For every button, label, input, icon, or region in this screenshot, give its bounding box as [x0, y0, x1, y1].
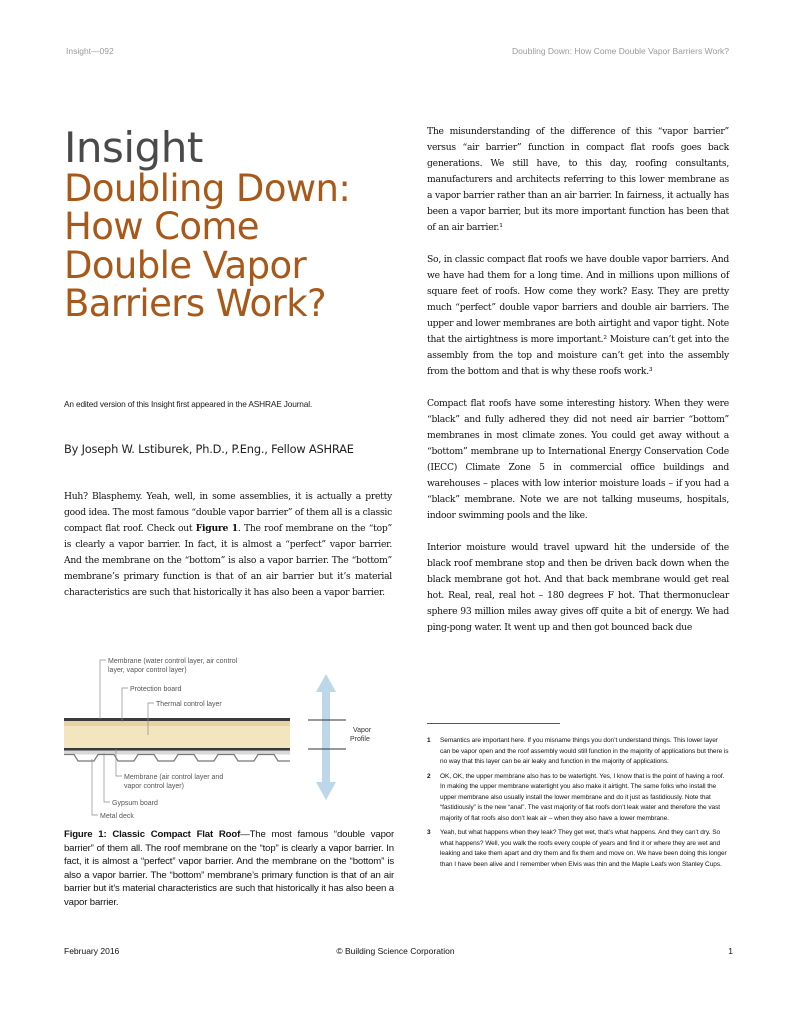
footer-copyright: © Building Science Corporation [336, 946, 455, 956]
paragraph-2: The misunderstanding of the difference of this “vapor barrier” versus “air barrier” function in compact flat roofs goes back generations. We still have, to this day, roofing consultants, manufacturers and architects referring to this lower membrane as a vapor barrier rather than an air barrier. In fairness, it actually has been a vapor barrier, but its more important function has been that of an air barrier.¹ [427, 126, 729, 233]
top-membrane-layer [64, 718, 290, 721]
footnote-number: 3 [427, 829, 431, 836]
figure-1-caption [64, 828, 394, 909]
paragraph-4: Compact flat roofs have some interesting history. When they were “black” and fully adhered they did not need air barrier “bottom” membranes in most climate zones. You could get away without a “bottom” membrane up to International Energy Conservation Code (IECC) Climate Zone 5 in commercial office buildings and warehouses – places with low interior moisture loads – if you had a “black” membrane. Note we are not talking museums, hospitals, indoor swimming pools and the like. [427, 398, 729, 521]
footnote-rule [427, 723, 560, 724]
series-title: Insight [64, 123, 203, 172]
vapor-profile-arrow [308, 674, 346, 800]
opening-text-2: . The roof membrane on the “top” is clearly a vapor barrier. In fact, it is almost a “perfect” vapor barrier. And the membrane on the “bottom” is also a vapor barrier. The “bottom” membrane’s primary function is that of an air barrier but it’s material characteristics are such that historically it has also been a vapor barrier. [64, 523, 392, 598]
footer-date: February 2016 [64, 946, 120, 956]
label-gypsum-board: Gypsum board [112, 800, 158, 807]
bottom-membrane-layer [64, 748, 290, 751]
intro-note: An edited version of this Insight first appeared in the ASHRAE Journal. [64, 399, 313, 409]
caption-text: —The most famous “double vapor barrier” of them all. The roof membrane on the “top” is clearly a vapor barrier. In fact, it is almost a “perfect” vapor barrier. And the membrane on the “bottom” is also a vapor barrier. The “bottom” membrane’s primary function is that of an air barrier but it’s material characteristics are such that historically it has also been a vapor barrier. [64, 829, 394, 908]
footnotes [427, 736, 729, 874]
protection-board-layer [64, 721, 290, 726]
running-header-right: Doubling Down: How Come Double Vapor Barriers Work? [512, 46, 729, 56]
footnote-item [427, 736, 729, 768]
label-protection-board: Protection board [130, 686, 182, 693]
title-line-3: Double Vapor [64, 243, 307, 287]
footnote-text: Yeah, but what happens when they leak? They get wet, that’s what happens. And they can’t dry. So what happens? Well, you walk the roofs every couple of years and find it or where they are wet and leaking and take them apart and dry them and fix them and move on. We have been doing this longer than I have been alive and I remember when Elvis was thin and the Maple Leafs won Stanley Cups. [440, 829, 727, 868]
title-line-2: How Come [64, 205, 259, 249]
label-bottom-membrane-2: vapor control layer) [124, 783, 184, 790]
title-line-4: Barriers Work? [64, 282, 327, 326]
author-byline: By Joseph W. Lstiburek, Ph.D., P.Eng., Fellow ASHRAE [64, 442, 354, 456]
figure-1-diagram [64, 650, 394, 822]
thermal-control-layer [64, 726, 290, 748]
footnote-number: 1 [427, 737, 431, 744]
right-column [427, 124, 729, 652]
opening-paragraph [64, 489, 392, 617]
paragraph-3: So, in classic compact flat roofs we have double vapor barriers. And we have had them for a long time. And in millions upon millions of square feet of roofs. How come they work? Easy. They are pretty much “perfect” double vapor barriers and double air barriers. The upper and lower membranes are both airtight and vapor tight. Note that the airtightness is more important.² Moisture can’t get into the assembly from the top and moisture can’t get into the assembly from the bottom and that is why these roofs work.³ [427, 254, 729, 377]
label-vapor: Vapor [353, 727, 372, 734]
opening-text-1: Huh? Blasphemy. Yeah, well, in some assemblies, it is actually a pretty good idea. The most famous “double vapor barrier” of them all is a classic compact flat roof. Check out [64, 491, 392, 534]
running-header-left: Insight—092 [66, 46, 114, 56]
figure-1-reference: Figure 1 [195, 523, 238, 534]
title-line-1: Doubling Down: [64, 166, 351, 210]
roof-assembly-diagram [64, 650, 394, 822]
paragraph-5: Interior moisture would travel upward hit the underside of the black roof membrane stop and then be driven back down when the black membrane got hot. And that back membrane would get real hot. Real, real, real hot – 180 degrees F hot. That thermonuclear sphere 93 million miles away gives off quite a bit of energy. We had ping-pong water. It went up and then got bounced back due [427, 542, 729, 633]
footnote-text: Semantics are important here. If you misname things you don’t understand things. This lower layer can be vapor open and the roof assembly would still function in the majority of applications but there is no way that this layer can be air leaky and function in the majority of applications. [440, 737, 729, 765]
footnote-text: OK, OK, the upper membrane also has to be watertight. Yes, I know that is the point of having a roof. In making the upper membrane watertight you also make it airtight. The same folks who install the upper membrane also usually install the lower membrane and do it just as fastidiously. Note that “fastidiously” is the new “anal”. The vast majority of flat roofs don’t leak water and therefore the vast majority of flat roofs also don’t leak air – when they also have a lower membrane. [440, 772, 725, 822]
label-bottom-membrane: Membrane (air control layer and [124, 774, 224, 781]
footnote-item [427, 772, 729, 825]
label-metal-deck: Metal deck [100, 813, 134, 820]
metal-deck-profile [64, 755, 290, 762]
caption-label: Figure 1: Classic Compact Flat Roof [64, 829, 241, 840]
label-profile: Profile [350, 736, 370, 743]
article-title [64, 123, 394, 326]
footnote-item [427, 828, 729, 870]
label-top-membrane: Membrane (water control layer, air control [108, 658, 238, 665]
label-thermal-layer: Thermal control layer [156, 701, 222, 708]
footnote-number: 2 [427, 772, 431, 780]
page-number: 1 [728, 946, 733, 956]
label-top-membrane-2: layer, vapor control layer) [108, 667, 187, 674]
